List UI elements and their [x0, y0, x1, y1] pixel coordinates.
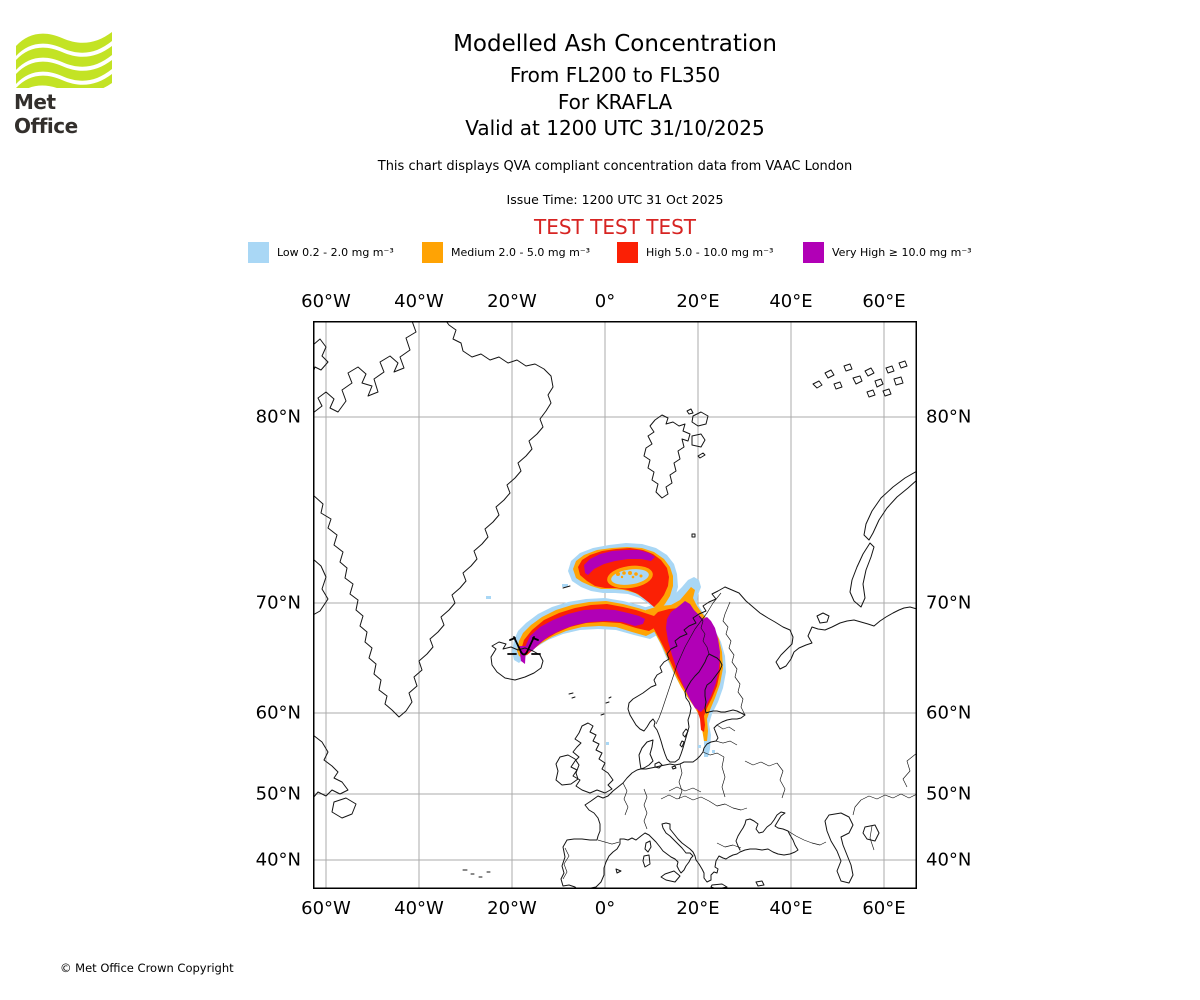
map-svg [313, 321, 917, 889]
flight-levels-subtitle: From FL200 to FL350 [509, 63, 721, 87]
copyright-notice: © Met Office Crown Copyright [60, 961, 234, 975]
lon-tick-bottom-0: 0° [594, 898, 616, 919]
met-office-logo-text: Met Office [14, 90, 78, 138]
lat-tick-right-70n: 70°N [926, 592, 972, 614]
page-title: Modelled Ash Concentration [453, 31, 777, 57]
lon-tick-top-40e: 40°E [769, 291, 813, 312]
legend-item-high [617, 241, 773, 263]
lon-tick-bottom-40w: 40°W [394, 898, 444, 919]
legend-swatch-low [248, 242, 269, 263]
issue-time: Issue Time: 1200 UTC 31 Oct 2025 [506, 192, 724, 207]
country-borders [563, 593, 917, 879]
lon-tick-top-20e: 20°E [676, 291, 720, 312]
valid-time-subtitle: Valid at 1200 UTC 31/10/2025 [465, 116, 765, 140]
legend-swatch-high [617, 242, 638, 263]
lon-tick-bottom-60w: 60°W [301, 898, 351, 919]
legend-item-very-high [803, 241, 972, 263]
lat-tick-right-40n: 40°N [926, 849, 972, 871]
map-panel [255, 291, 972, 919]
test-banner: TEST TEST TEST [533, 215, 696, 239]
lon-tick-bottom-20w: 20°W [487, 898, 537, 919]
lat-tick-left-40n: 40°N [255, 849, 301, 871]
lon-tick-top-60e: 60°E [862, 291, 906, 312]
lon-tick-top-60w: 60°W [301, 291, 351, 312]
volcano-subtitle: For KRAFLA [557, 90, 673, 114]
lat-tick-right-80n: 80°N [926, 406, 972, 428]
lat-tick-left-60n: 60°N [255, 702, 301, 724]
qva-note: This chart displays QVA compliant concentration data from VAAC London [377, 159, 853, 174]
lon-tick-top-0: 0° [594, 291, 616, 312]
lat-tick-left-50n: 50°N [255, 783, 301, 805]
lon-tick-bottom-60e: 60°E [862, 898, 906, 919]
legend-label-high: High 5.0 - 10.0 mg m⁻³ [646, 245, 774, 259]
legend-label-very-high: Very High ≥ 10.0 mg m⁻³ [832, 245, 972, 259]
legend-item-low [248, 241, 394, 263]
lon-tick-top-40w: 40°W [394, 291, 444, 312]
lat-tick-right-60n: 60°N [926, 702, 972, 724]
legend-swatch-medium [422, 242, 443, 263]
lon-tick-bottom-20e: 20°E [676, 898, 720, 919]
lat-tick-left-70n: 70°N [255, 592, 301, 614]
lon-tick-top-20w: 20°W [487, 291, 537, 312]
lon-tick-bottom-40e: 40°E [769, 898, 813, 919]
legend-label-medium: Medium 2.0 - 5.0 mg m⁻³ [451, 245, 591, 259]
lat-tick-right-50n: 50°N [926, 783, 972, 805]
legend-swatch-very-high [803, 242, 824, 263]
legend-item-medium [422, 241, 590, 263]
lat-tick-left-80n: 80°N [255, 406, 301, 428]
legend-label-low: Low 0.2 - 2.0 mg m⁻³ [277, 245, 394, 259]
